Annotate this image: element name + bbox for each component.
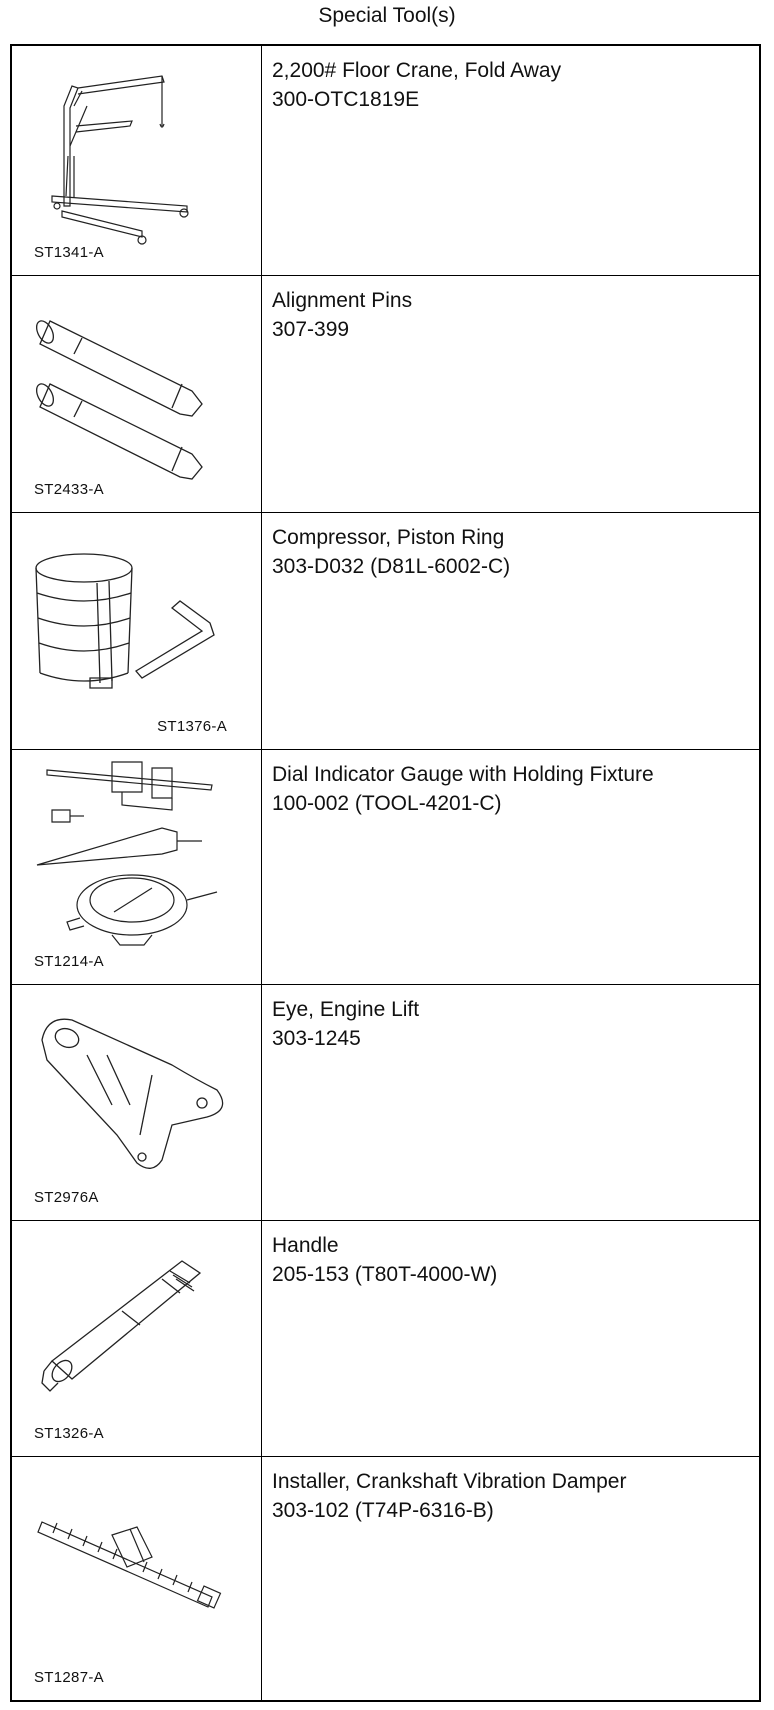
tool-description — [272, 760, 654, 818]
tool-name: 2,200# Floor Crane, Fold Away — [272, 59, 562, 82]
illustration-code: ST2976A — [34, 1189, 99, 1206]
tool-description — [272, 56, 561, 114]
page-title: Special Tool(s) — [318, 4, 456, 27]
damper-installer-icon — [12, 1457, 262, 1700]
table-row — [12, 46, 759, 276]
tool-number: 303-102 (T74P-6316-B) — [272, 1499, 494, 1522]
tool-description — [272, 1231, 497, 1289]
alignment-pins-icon — [12, 276, 262, 513]
dial-indicator-gauge-icon — [12, 750, 262, 985]
illustration-cell — [12, 985, 262, 1220]
illustration-code: ST1287-A — [34, 1669, 104, 1686]
piston-ring-compressor-icon — [12, 513, 262, 750]
tool-name: Dial Indicator Gauge with Holding Fixture — [272, 763, 654, 786]
tool-name: Installer, Crankshaft Vibration Damper — [272, 1470, 627, 1493]
illustration-code: ST1376-A — [157, 718, 227, 735]
illustration-cell — [12, 1221, 262, 1456]
tool-number: 303-1245 — [272, 1027, 361, 1050]
tool-number: 100-002 (TOOL-4201-C) — [272, 792, 502, 815]
illustration-cell — [12, 276, 262, 512]
illustration-cell — [12, 46, 262, 275]
tool-description — [272, 523, 510, 581]
table-row — [12, 1457, 759, 1700]
tool-number: 300-OTC1819E — [272, 88, 420, 111]
tool-number: 307-399 — [272, 318, 350, 341]
illustration-code: ST1341-A — [34, 244, 104, 261]
engine-lift-eye-icon — [12, 985, 262, 1221]
handle-icon — [12, 1221, 262, 1457]
illustration-code: ST1214-A — [34, 953, 104, 970]
illustration-code: ST1326-A — [34, 1425, 104, 1442]
tool-description — [272, 1467, 626, 1525]
table-row — [12, 750, 759, 985]
tool-name: Eye, Engine Lift — [272, 998, 420, 1021]
illustration-cell — [12, 513, 262, 749]
tool-name: Compressor, Piston Ring — [272, 526, 505, 549]
table-row — [12, 985, 759, 1221]
tool-description — [272, 995, 419, 1053]
table-row — [12, 1221, 759, 1457]
tool-name: Alignment Pins — [272, 289, 413, 312]
tool-number: 205-153 (T80T-4000-W) — [272, 1263, 498, 1286]
special-tools-table — [10, 44, 761, 1702]
tool-name: Handle — [272, 1234, 339, 1257]
floor-crane-icon — [12, 46, 262, 276]
tool-number: 303-D032 (D81L-6002-C) — [272, 555, 511, 578]
illustration-cell — [12, 750, 262, 984]
illustration-code: ST2433-A — [34, 481, 104, 498]
table-row — [12, 276, 759, 513]
table-row — [12, 513, 759, 750]
tool-description — [272, 286, 412, 344]
illustration-cell — [12, 1457, 262, 1700]
